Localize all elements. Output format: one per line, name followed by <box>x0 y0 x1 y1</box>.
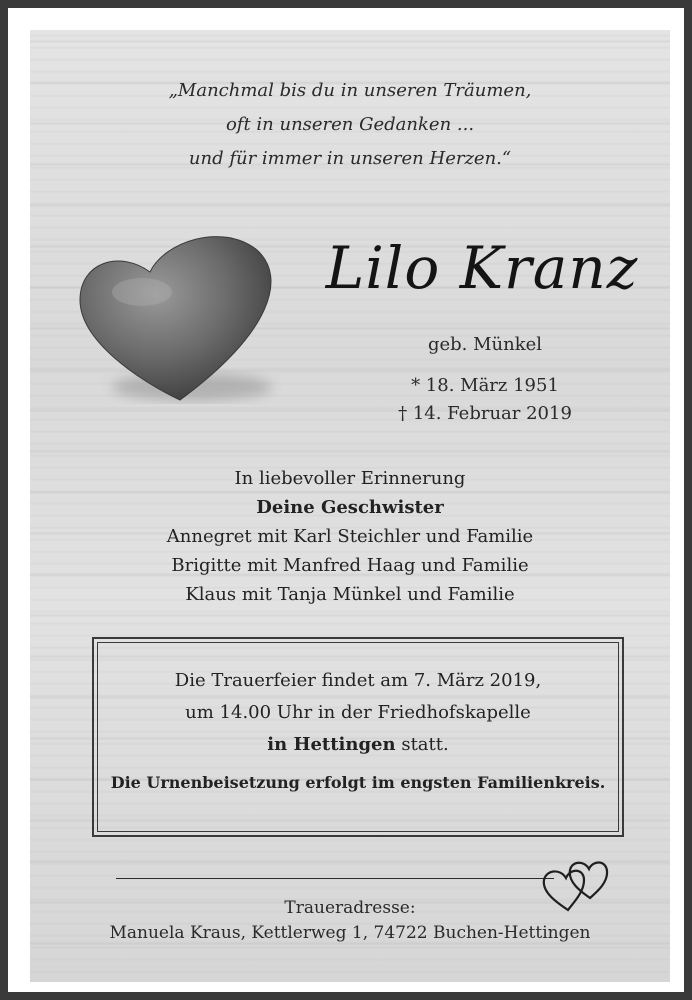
ceremony-box <box>92 637 624 837</box>
ceremony-place-suffix: statt. <box>395 734 449 755</box>
deceased-name: Lilo Kranz <box>325 234 639 302</box>
maiden-name: geb. Münkel <box>427 334 543 355</box>
quote-line: und für immer in unseren Herzen.“ <box>188 148 512 169</box>
ceremony-place: in Hettingen <box>267 734 396 755</box>
ceremony-box-inner <box>97 642 619 832</box>
mourners-heading: Deine Geschwister <box>256 497 444 518</box>
death-date: † 14. Februar 2019 <box>398 403 572 424</box>
quote-line: „Manchmal bis du in unseren Träumen, <box>168 80 532 101</box>
stone-heart-image <box>72 222 282 412</box>
birth-date: * 18. März 1951 <box>411 375 559 396</box>
divider-line <box>116 878 554 879</box>
wood-background-panel <box>30 30 670 982</box>
address-text: Manuela Kraus, Kettlerweg 1, 74722 Buchen-Hettingen <box>109 923 591 943</box>
memory-intro: In liebevoller Erinnerung <box>234 468 466 489</box>
notice-frame <box>8 8 684 992</box>
ceremony-line: um 14.00 Uhr in der Friedhofskapelle <box>185 702 531 723</box>
quote-line: oft in unseren Gedanken ... <box>225 114 475 135</box>
family-line: Klaus mit Tanja Münkel und Familie <box>185 584 515 605</box>
life-dates <box>360 372 610 428</box>
family-line: Brigitte mit Manfred Haag und Familie <box>171 555 529 576</box>
ceremony-line: Die Trauerfeier findet am 7. März 2019, <box>174 670 542 691</box>
mourners-block <box>30 464 670 609</box>
urn-burial-note: Die Urnenbeisetzung erfolgt im engsten Familienkreis. <box>110 773 606 792</box>
ceremony-text <box>98 665 618 761</box>
ceremony-place-line <box>98 729 618 761</box>
address-label: Traueradresse: <box>284 898 416 918</box>
family-line: Annegret mit Karl Steichler und Familie <box>166 526 534 547</box>
memorial-quote <box>30 74 670 176</box>
